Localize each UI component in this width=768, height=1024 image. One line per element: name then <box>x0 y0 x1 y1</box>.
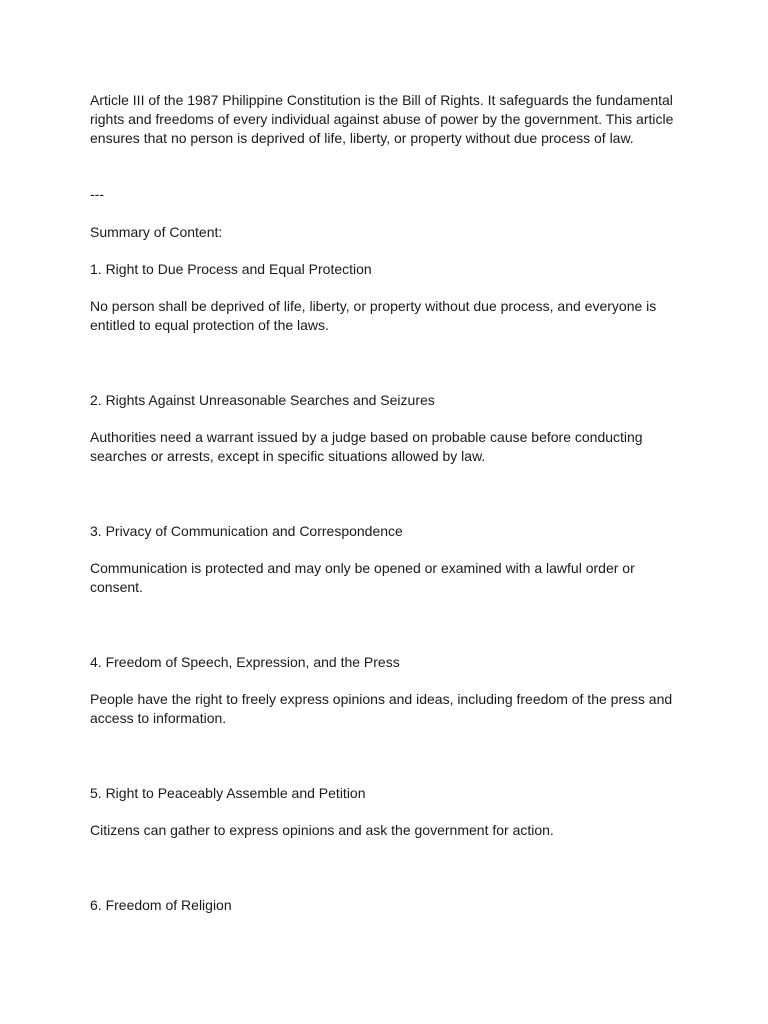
section-body: Authorities need a warrant issued by a judge based on probable cause before conducting searches or arrests, except in specific situations allowed by law. <box>90 429 643 464</box>
section-heading: 1. Right to Due Process and Equal Protection <box>90 261 372 277</box>
intro-paragraph: Article III of the 1987 Philippine Constitution is the Bill of Rights. It safeguards the fundamental rights and freedoms of every individual against abuse of power by the government. This article ensures that no person is deprived of life, liberty, or property without due process of law. <box>90 92 674 146</box>
section-heading: 5. Right to Peaceably Assemble and Petition <box>90 785 366 801</box>
summary-heading: Summary of Content: <box>90 224 223 240</box>
section-body: Citizens can gather to express opinions and ask the government for action. <box>90 822 554 838</box>
separator: --- <box>90 186 104 202</box>
section-heading: 6. Freedom of Religion <box>90 897 232 913</box>
section-heading: 4. Freedom of Speech, Expression, and the Press <box>90 654 400 670</box>
section-body: People have the right to freely express opinions and ideas, including freedom of the press and access to information. <box>90 691 673 726</box>
section-heading: 3. Privacy of Communication and Correspondence <box>90 523 403 539</box>
section-body: Communication is protected and may only be opened or examined with a lawful order or consent. <box>90 560 635 595</box>
section-heading: 2. Rights Against Unreasonable Searches and Seizures <box>90 392 435 408</box>
document-page <box>90 91 680 915</box>
section-body: No person shall be deprived of life, liberty, or property without due process, and everyone is entitled to equal protection of the laws. <box>90 298 657 333</box>
